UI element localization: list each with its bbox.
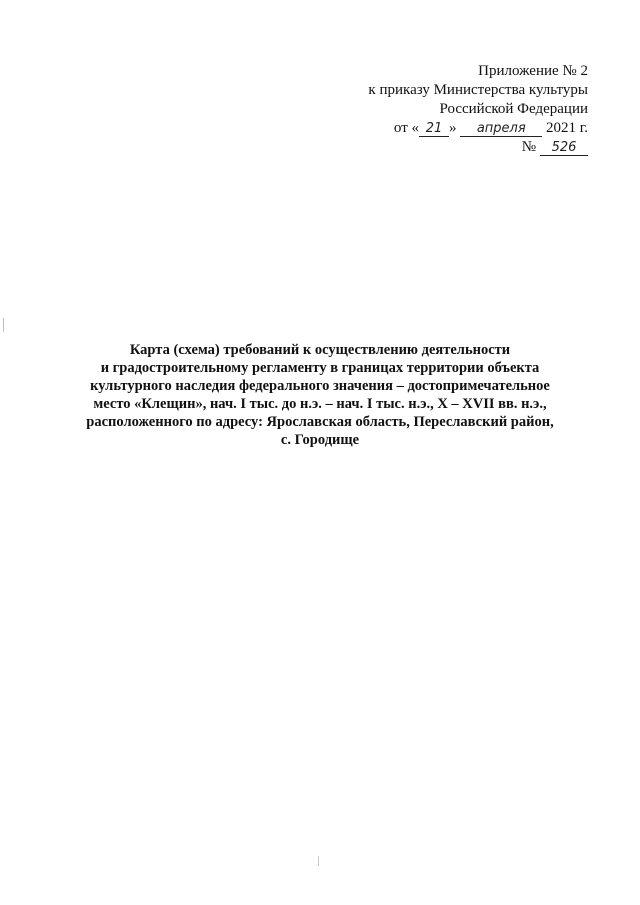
number-handwritten: 526 <box>540 141 588 156</box>
appendix-header <box>268 62 588 157</box>
title-line: и градостроительному регламенту в границах территории объекта <box>100 360 540 376</box>
order-date <box>268 119 588 138</box>
scan-bottom-mark <box>318 856 319 866</box>
title-line: Карта (схема) требований к осуществлению деятельности <box>129 342 511 358</box>
title-line: с. Городище <box>280 432 360 448</box>
date-day-handwritten: 21 <box>419 122 449 137</box>
order-reference: к приказу Министерства культуры <box>368 82 588 98</box>
order-number <box>268 138 588 157</box>
scan-margin-mark <box>3 318 4 332</box>
date-prefix: от « <box>393 120 420 136</box>
title-line: культурного наследия федерального значения – достопримечательное <box>90 378 550 394</box>
number-prefix: № <box>521 139 536 155</box>
date-year: 2021 г. <box>546 120 588 136</box>
date-mid: » <box>449 120 457 136</box>
title-line: место «Клещин», нач. I тыс. до н.э. – нач. I тыс. н.э., X – XVII вв. н.э., <box>93 396 547 412</box>
document-title <box>60 341 580 449</box>
federation-line: Российской Федерации <box>439 101 588 117</box>
title-line: расположенного по адресу: Ярославская область, Переславский район, <box>86 414 554 430</box>
appendix-number: Приложение № 2 <box>478 63 588 79</box>
date-month-handwritten: апреля <box>460 122 542 137</box>
